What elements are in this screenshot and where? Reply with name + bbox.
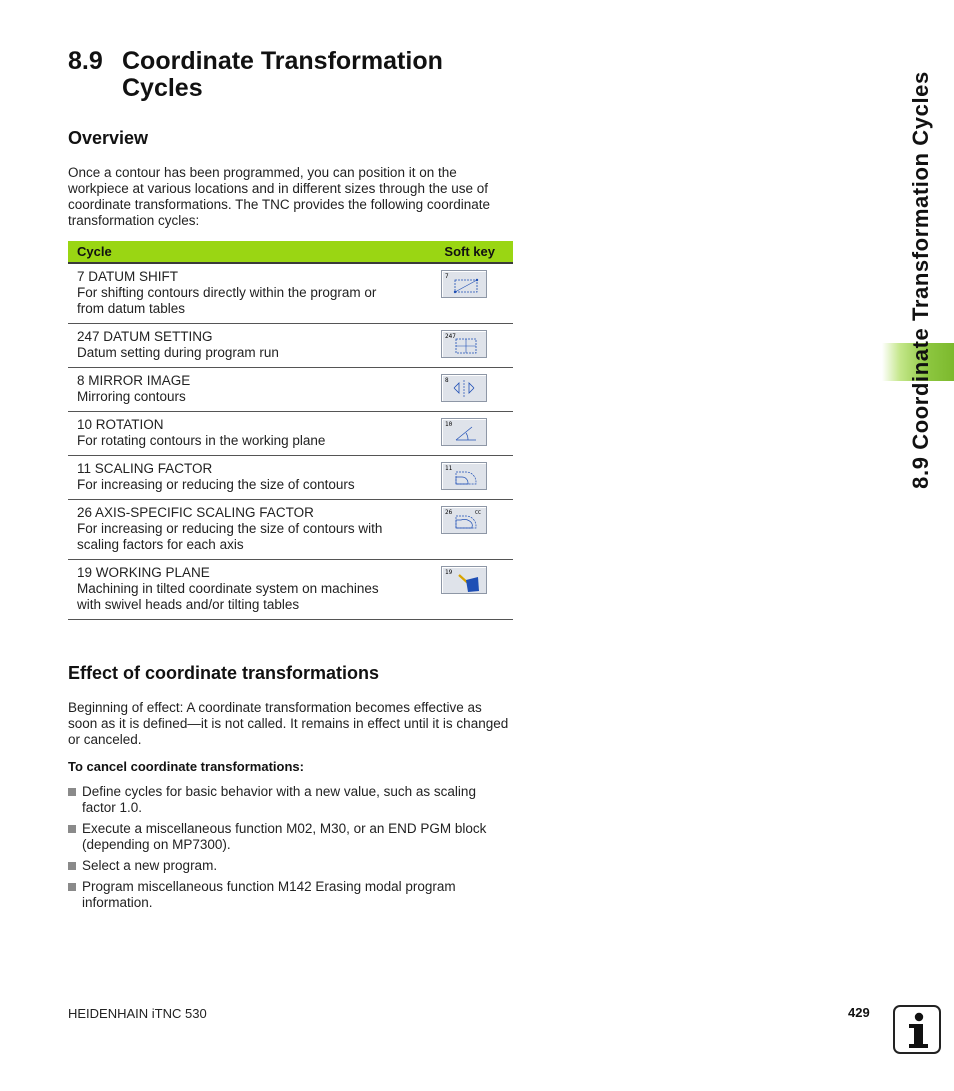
- softkey-cell: [406, 500, 513, 560]
- cycle-description: Mirroring contours: [77, 389, 186, 404]
- softkey-number: 10: [445, 421, 453, 428]
- table-row: [68, 368, 513, 412]
- datum-shift-softkey-icon[interactable]: [441, 270, 487, 298]
- softkey-number: 11: [445, 465, 453, 472]
- list-item: [68, 879, 513, 911]
- list-item-text: Select a new program.: [82, 858, 218, 873]
- list-item-text: Execute a miscellaneous function M02, M30, or an END PGM block (depending on MP7300).: [82, 821, 487, 852]
- softkey-cell: [406, 263, 513, 324]
- softkey-number: 247: [445, 333, 456, 340]
- column-header-cycle: Cycle: [68, 241, 406, 263]
- cycle-cell: [68, 324, 406, 368]
- page-title: [68, 48, 482, 102]
- list-item: [68, 858, 513, 874]
- cycle-description: For rotating contours in the working plane: [77, 433, 326, 448]
- axis-scaling-softkey-icon[interactable]: [441, 506, 487, 534]
- softkey-number: 7: [445, 273, 449, 280]
- cycle-cell: [68, 412, 406, 456]
- bullet-square-icon: [68, 862, 76, 870]
- rotation-softkey-icon[interactable]: [441, 418, 487, 446]
- cycle-description: For increasing or reducing the size of contours with scaling factors for each axis: [77, 521, 383, 552]
- side-tab-label: [906, 52, 936, 507]
- mirror-image-softkey-icon[interactable]: [441, 374, 487, 402]
- overview-heading: Overview: [68, 128, 149, 148]
- softkey-number: 19: [445, 569, 453, 576]
- softkey-cell: [406, 456, 513, 500]
- cycle-description: Datum setting during program run: [77, 345, 279, 360]
- cycle-table: [68, 241, 513, 620]
- cycle-description: Machining in tilted coordinate system on machines with swivel heads and/or tilting tables: [77, 581, 379, 612]
- cycle-table-header: [68, 241, 513, 263]
- softkey-cell: [406, 368, 513, 412]
- overview-intro: Once a contour has been programmed, you can position it on the workpiece at various locations and in different sizes through the use of coordinate transformations. The TNC provides the following coordinate transformation cycles:: [68, 165, 490, 228]
- list-item-text: Define cycles for basic behavior with a new value, such as scaling factor 1.0.: [82, 784, 476, 815]
- softkey-cell: [406, 324, 513, 368]
- cycle-name: 8 MIRROR IMAGE: [77, 373, 191, 388]
- info-icon: [893, 1005, 941, 1054]
- cycle-cell: [68, 500, 406, 560]
- list-item: [68, 821, 513, 853]
- effect-text: Beginning of effect: A coordinate transformation becomes effective as soon as it is defined—it is not called. It remains in effect until it is changed or canceled.: [68, 700, 509, 747]
- section-number: 8.9: [68, 47, 103, 75]
- bullet-square-icon: [68, 825, 76, 833]
- table-row: [68, 263, 513, 324]
- side-tab-text: 8.9 Coordinate Transformation Cycles: [908, 70, 933, 489]
- list-item: [68, 784, 513, 816]
- cancel-heading: To cancel coordinate transformations:: [68, 759, 304, 774]
- cycle-name: 247 DATUM SETTING: [77, 329, 213, 344]
- softkey-cc-label: CC: [475, 510, 482, 516]
- cycle-description: For increasing or reducing the size of contours: [77, 477, 355, 492]
- softkey-cell: [406, 412, 513, 456]
- softkey-cell: [406, 560, 513, 620]
- datum-setting-softkey-icon[interactable]: [441, 330, 487, 358]
- table-row: [68, 324, 513, 368]
- bullet-square-icon: [68, 788, 76, 796]
- effect-heading: Effect of coordinate transformations: [68, 663, 380, 683]
- section-title: Coordinate Transformation Cycles: [122, 47, 443, 102]
- cycle-cell: [68, 456, 406, 500]
- cycle-name: 7 DATUM SHIFT: [77, 269, 178, 284]
- softkey-number: 8: [445, 377, 449, 384]
- column-header-softkey: Soft key: [406, 241, 513, 263]
- cycle-description: For shifting contours directly within the program or from datum tables: [77, 285, 377, 316]
- cycle-name: 19 WORKING PLANE: [77, 565, 210, 580]
- table-row: [68, 456, 513, 500]
- working-plane-softkey-icon[interactable]: [441, 566, 487, 594]
- table-row: [68, 412, 513, 456]
- cycle-cell: [68, 560, 406, 620]
- cycle-name: 10 ROTATION: [77, 417, 164, 432]
- scaling-factor-softkey-icon[interactable]: [441, 462, 487, 490]
- softkey-number: 26: [445, 509, 453, 516]
- bullet-square-icon: [68, 883, 76, 891]
- cycle-name: 11 SCALING FACTOR: [77, 461, 213, 476]
- cancel-list: [68, 784, 513, 916]
- table-row: [68, 500, 513, 560]
- cycle-cell: [68, 263, 406, 324]
- page-number: 429: [848, 1005, 870, 1020]
- cycle-cell: [68, 368, 406, 412]
- footer-product: HEIDENHAIN iTNC 530: [68, 1006, 207, 1021]
- table-row: [68, 560, 513, 620]
- list-item-text: Program miscellaneous function M142 Erasing modal program information.: [82, 879, 456, 910]
- cycle-name: 26 AXIS-SPECIFIC SCALING FACTOR: [77, 505, 314, 520]
